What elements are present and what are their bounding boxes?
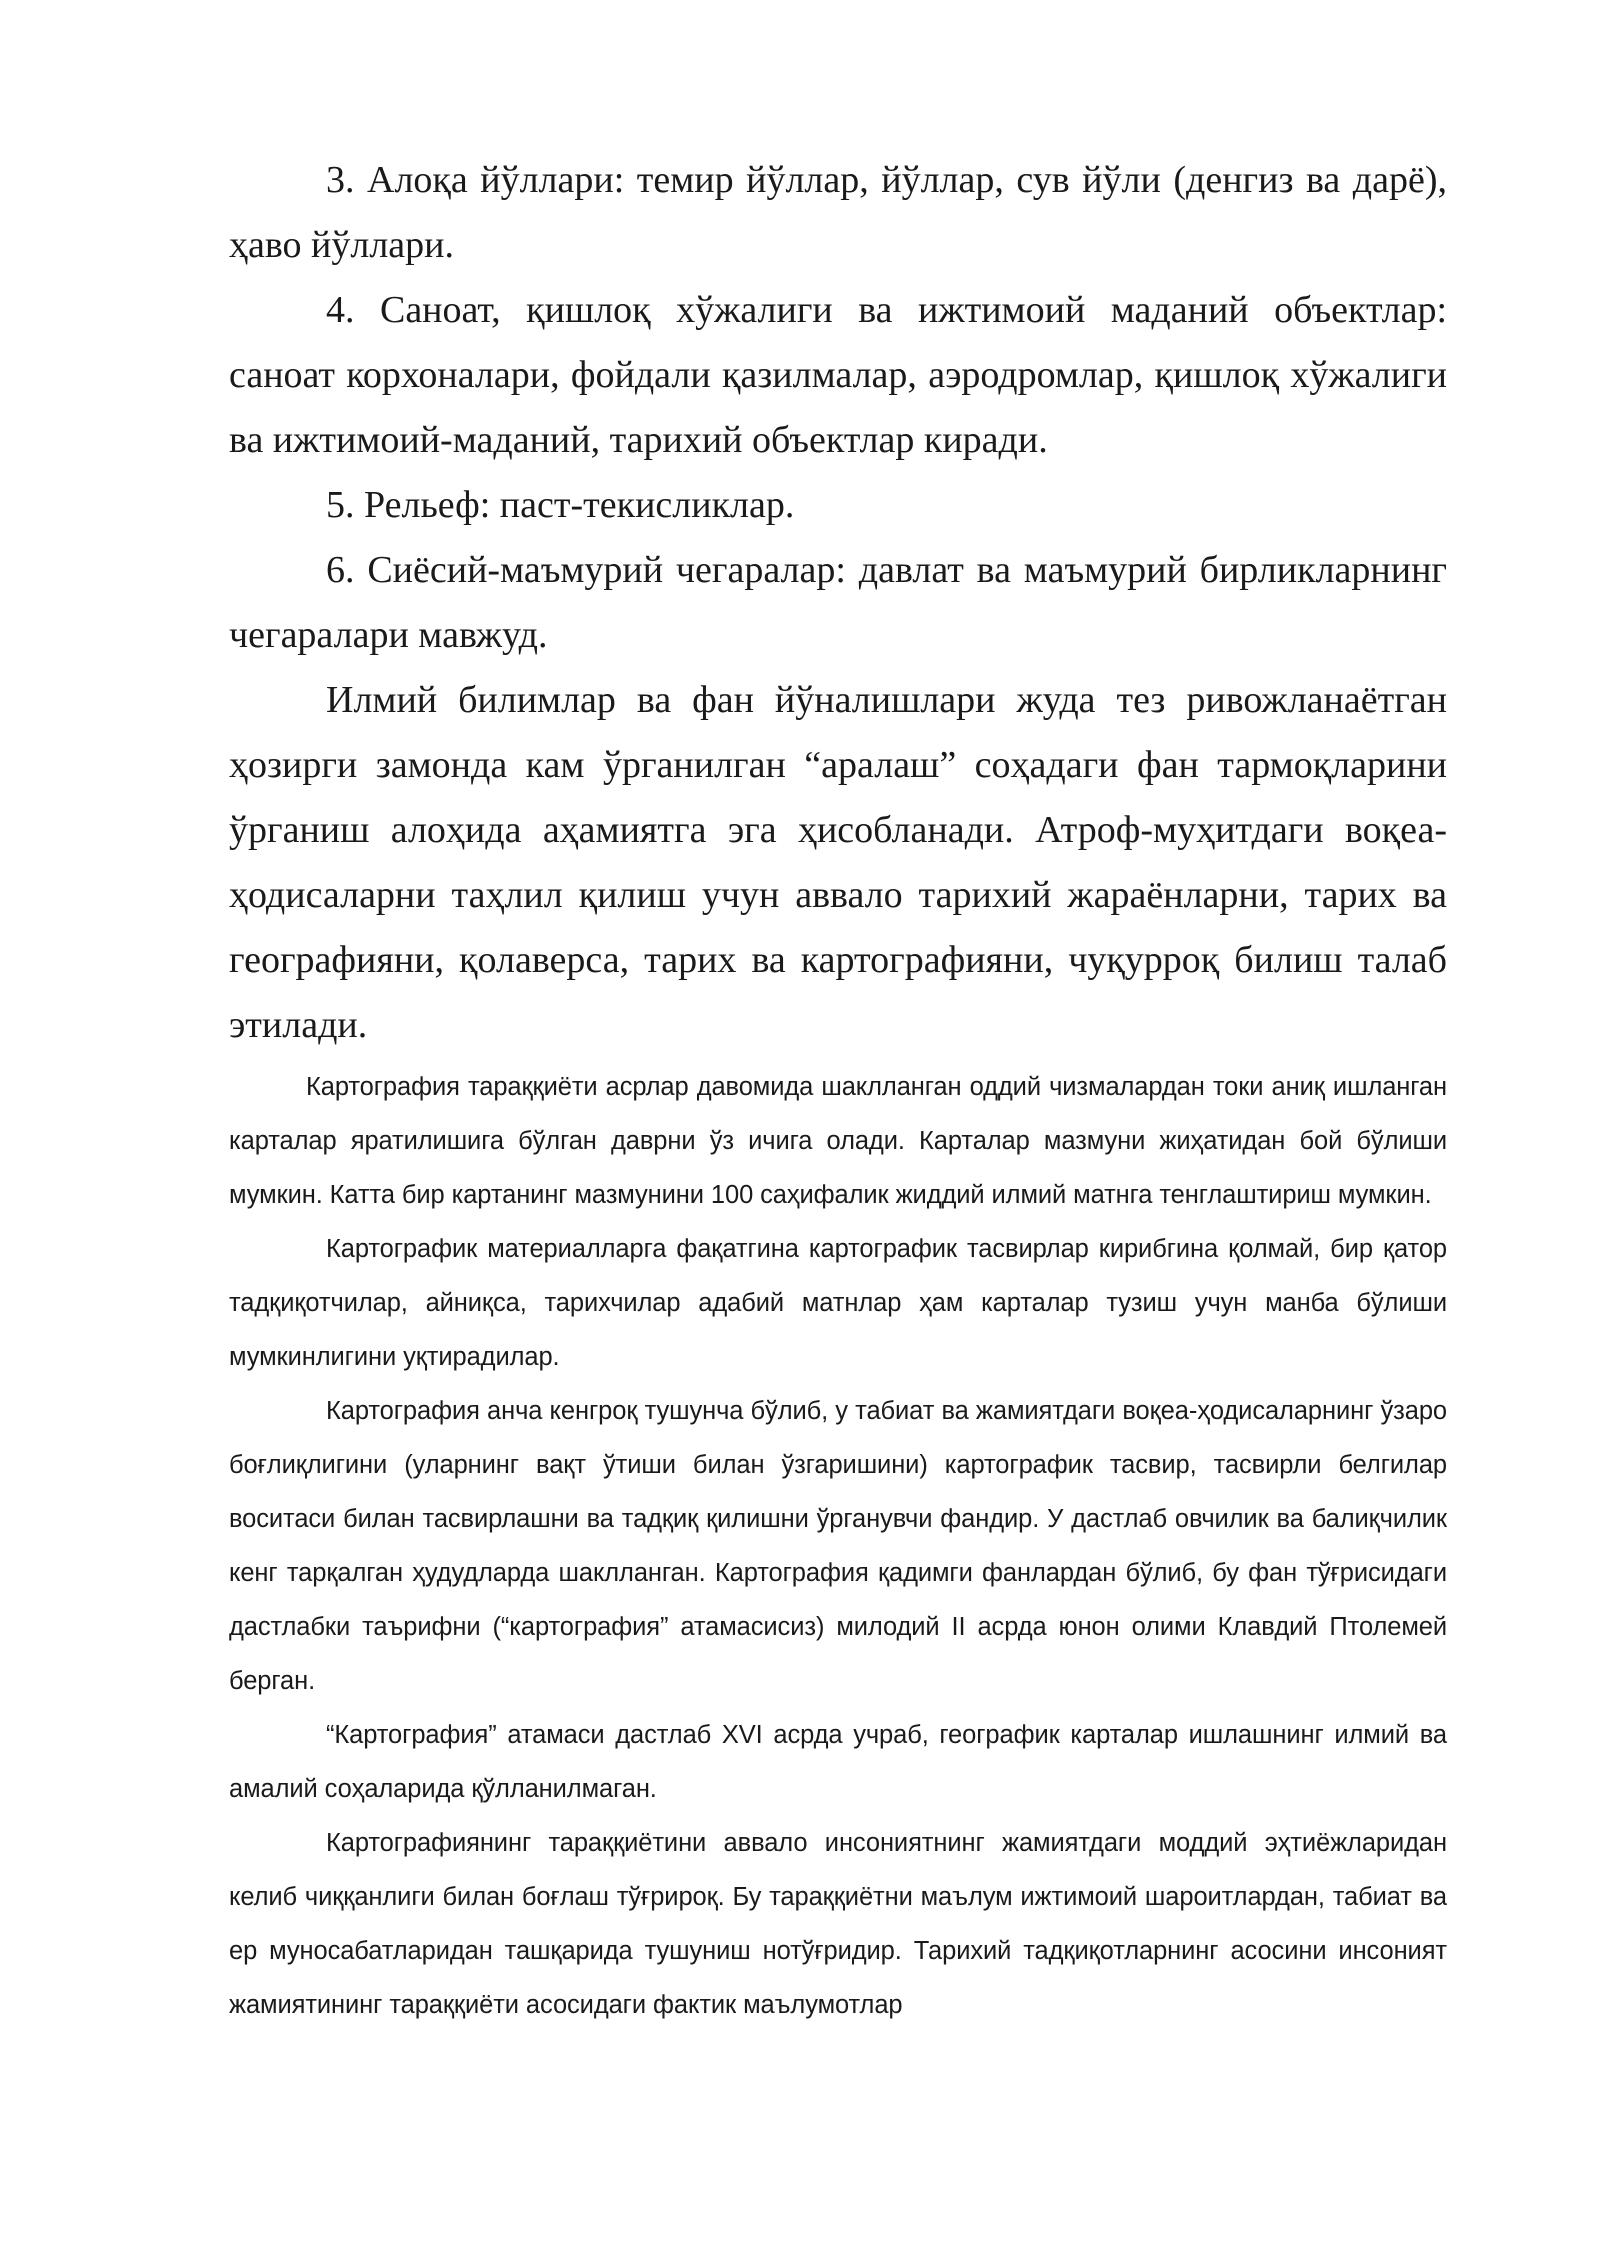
paragraph-cartography-development: Картография тараққиёти асрлар давомида шаклланган оддий чизмалардан токи аниқ ишланган карталар яратилишига бўлган даврни ўз ичига олади. Карталар мазмуни жиҳатидан бой бўлиши мумкин. Катта бир картанинг мазмунини 100 саҳифалик жиддий илмий матнга тенглаштириш мумкин. <box>229 1073 1447 1209</box>
paragraph-industry-objects: 4. Саноат, қишлоқ хўжалиги ва ижтимоий маданий объектлар: саноат корхоналари, фойдали қазилмалар, аэродромлар, қишлоқ хўжалиги ва ижтимоий-маданий, тарихий объектлар киради. <box>229 289 1447 461</box>
paragraph-communication-routes: 3. Алоқа йўллари: темир йўллар, йўллар, сув йўли (денгиз ва дарё), ҳаво йўллари. <box>229 159 1447 266</box>
paragraph-cartography-term: “Картография” атамаси дастлаб XVI асрда учраб, географик карталар ишлашнинг илмий ва амалий соҳаларида қўлланилмаган. <box>229 1721 1447 1803</box>
paragraph-cartography-definition: Картография анча кенгроқ тушунча бўлиб, у табиат ва жамиятдаги воқеа-ҳодисаларнинг ўзаро боғлиқлигини (уларнинг вақт ўтиши билан ўзгаришини) картографик тасвир, тасвирли белгилар воситаси билан тасвирлашни ва тадқиқ қилишни ўрганувчи фандир. У дастлаб овчилик ва балиқчилик кенг тарқалган ҳудудларда шаклланган. Картография қадимги фанлардан бўлиб, бу фан тўғрисидаги дастлабки таърифни (“картография” атамасисиз) милодий II асрда юнон олими Клавдий Птолемей берган. <box>229 1397 1447 1695</box>
paragraph-relief: 5. Рельеф: паст-текисликлар. <box>326 484 795 526</box>
paragraph-scientific-knowledge: Илмий билимлар ва фан йўналишлари жуда тез ривожланаётган ҳозирги замонда кам ўрганилган “аралаш” соҳадаги фан тармоқларини ўрганиш алоҳида аҳамиятга эга ҳисобланади. Атроф-муҳитдаги воқеа-ҳодисаларни таҳлил қилиш учун аввало тарихий жараёнларни, тарих ва географияни, қолаверса, тарих ва картографияни, чуқурроқ билиш талаб этилади. <box>229 679 1447 1046</box>
serif-text-section <box>229 148 1447 1058</box>
paragraph-cartographic-materials: Картографик материалларга фақатгина картографик тасвирлар кирибгина қолмай, бир қатор тадқиқотчилар, айниқса, тарихчилар адабий матнлар ҳам карталар тузиш учун манба бўлиши мумкинлигини уқтирадилар. <box>229 1235 1447 1371</box>
paragraph-political-borders: 6. Сиёсий-маъмурий чегаралар: давлат ва маъмурий бирликларнинг чегаралари мавжуд. <box>229 549 1447 656</box>
sans-text-section <box>229 1060 1447 2032</box>
paragraph-cartography-progress: Картографиянинг тараққиётини аввало инсониятнинг жамиятдаги моддий эҳтиёжларидан келиб чиққанлиги билан боғлаш тўғрироқ. Бу тараққиётни маълум ижтимоий шароитлардан, табиат ва ер муносабатларидан ташқарида тушуниш нотўғридир. Тарихий тадқиқотларнинг асосини инсоният жамиятининг тараққиёти асосидаги фактик маълумотлар <box>229 1829 1447 2019</box>
